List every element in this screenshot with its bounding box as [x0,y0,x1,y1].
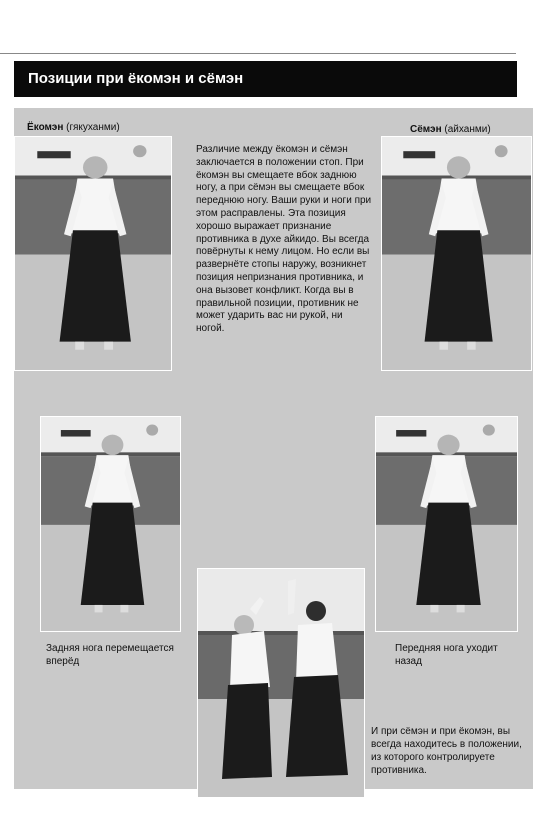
photo-yokomen-image [15,137,171,370]
photo-back-foot-image [41,417,180,631]
yokomen-caption [27,121,120,134]
yokomen-caption-bold: Ёкомэн [27,122,64,133]
photo-pair-image [198,569,364,797]
semen-caption-bold: Сёмэн [410,124,442,135]
header-rule [0,53,516,54]
photo-yokomen [14,136,172,371]
photo-pair [197,568,365,798]
photo-back-foot [40,416,181,632]
photo-semen [381,136,532,371]
photo-front-foot [375,416,518,632]
caption-front-foot: Передняя нога уходит назад [395,643,498,667]
caption-back-foot: Задняя нога перемещается вперёд [46,643,174,667]
caption-control: И при сёмэн и при ёкомэн, вы всегда находитесь в положении, из которого контролируете противника. [371,726,522,776]
yokomen-caption-rest: (гякуханми) [63,122,120,133]
semen-caption-rest: (айханми) [441,124,491,135]
photo-front-foot-image [376,417,517,631]
title-bar [14,61,517,97]
photo-semen-image [382,137,531,370]
page-title: Позиции при ёкомэн и сёмэн [28,70,244,87]
body-text: Различие между ёкомэн и сёмэн заключается в положении стоп. При ёкомэн вы смещаете вбок заднюю ногу, а при сёмэн вы смещаете вбок переднюю ногу. Ваши руки и ноги при этом расправлены. Эта позиция хорошо выражает признание противника в духе айкидо. Вы всегда повёрнуты к нему лицом. Но если вы развернёте стопы наружу, возникнет позиция непризнания противника, и она вызовет конфликт. Когда вы в правильной позиции, противник не может ударить вас ни рукой, ни ногой. [196,144,372,335]
semen-caption [410,123,491,136]
